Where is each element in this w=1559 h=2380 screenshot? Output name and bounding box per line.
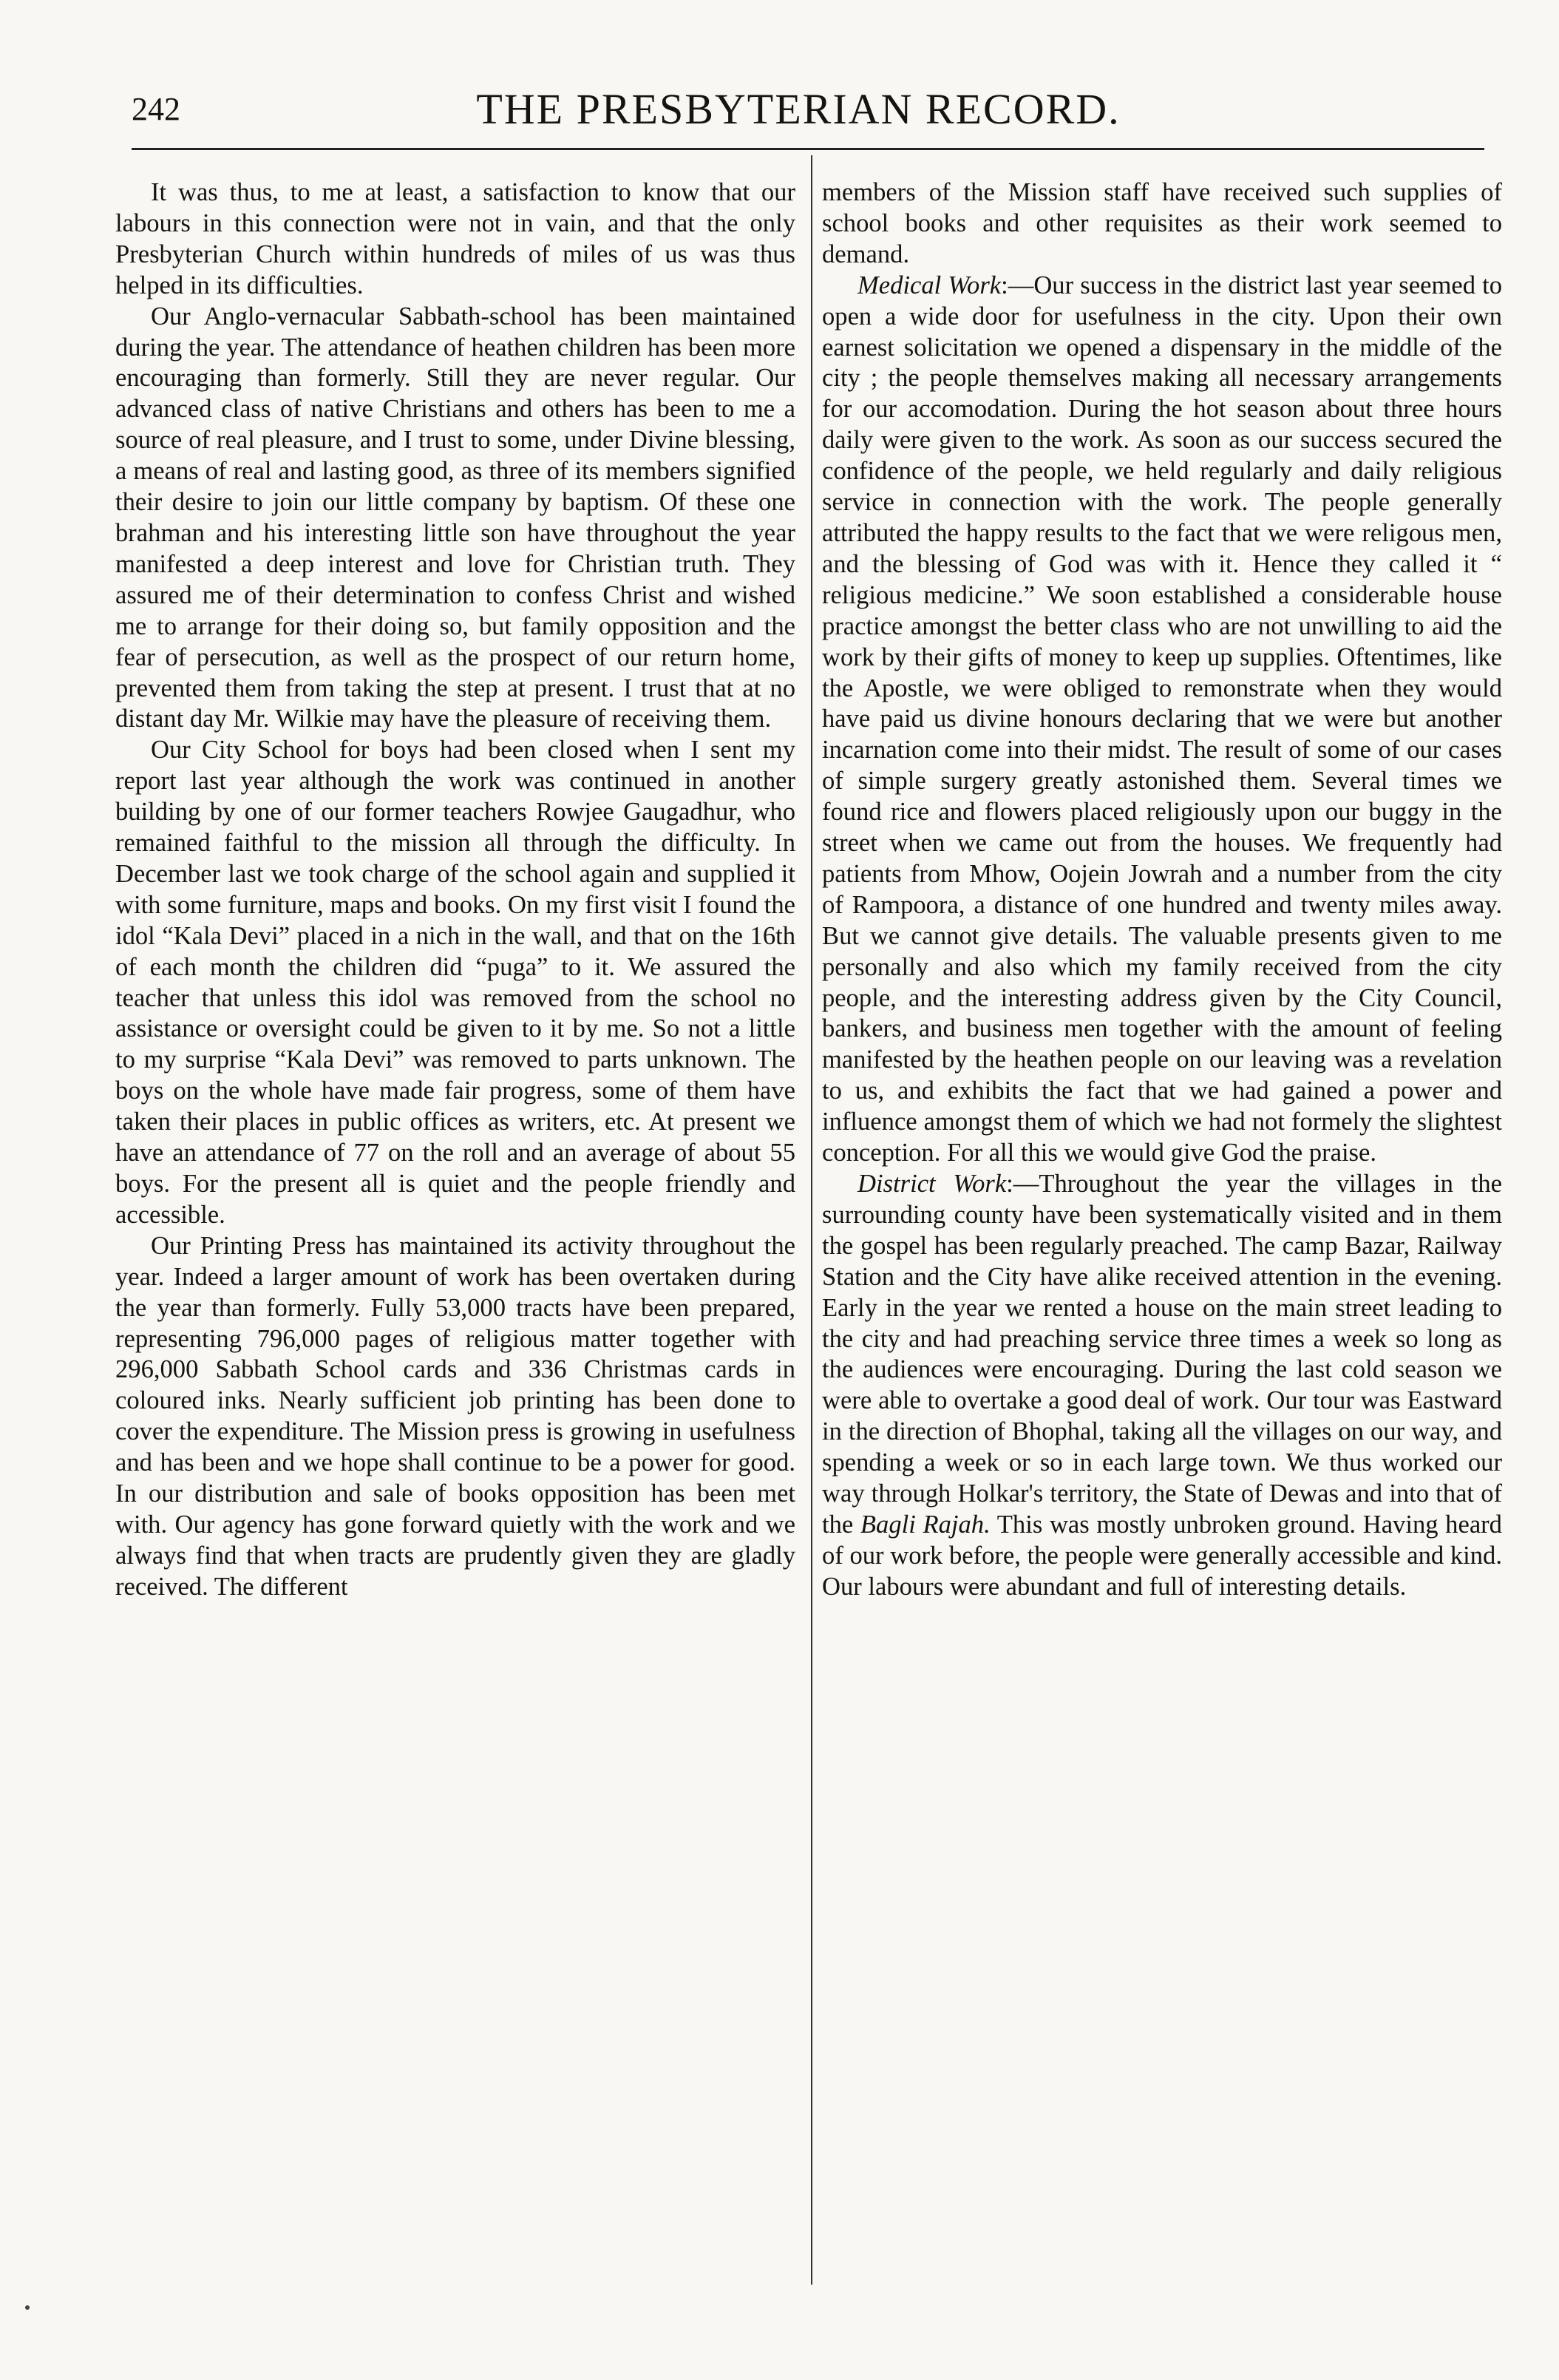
paragraph-sabbath-school: Our Anglo-vernacular Sabbath-school has been maintained during the year. The attendance of heathen children has been more encouraging than formerly. Still they are never regular. Our advanced class of native Christians and others has been to me a source of real pleasure, and I trust to some, under Divine blessing, a means of real and lasting good, as three of its members signified their desire to join our little company by baptism. Of these one brahman and his interesting little son have throughout the year manifested a deep interest and love for Christian truth. They assured me of their determination to confess Christ and wished me to arrange for their doing so, but family opposition and the fear of persecution, as well as the prospect of our return home, prevented them from taking the step at present. I trust that at no distant day Mr. Wilkie may have the pleasure of receiving them. <box>115 302 795 733</box>
district-work-heading: District Work <box>857 1170 1007 1198</box>
paragraph-presbyterian-church: It was thus, to me at least, a satisfaction to know that our labours in this connection were not in vain, and that the only Presbyterian Church within hundreds of miles of us was thus helped in its difficulties. <box>115 178 795 299</box>
paragraph-printing-press: Our Printing Press has maintained its activity throughout the year. Indeed a larger amount of work has been overtaken during the year than formerly. Fully 53,000 tracts have been prepared, representing 796,000 pages of religious matter together with 296,000 Sabbath School cards and 336 Christmas cards in coloured inks. Nearly sufficient job printing has been done to cover the expenditure. The Mission press is growing in usefulness and has been and we hope shall continue to be a power for good. In our distribution and sale of books opposition has been met with. Our agency has gone forward quietly with the work and we always find that when tracts are prudently given they are gladly received. The different <box>115 1231 795 1601</box>
header-rule <box>132 148 1484 150</box>
paragraph-mission-staff: members of the Mission staff have received such supplies of school books and other requisites as their work seemed to demand. <box>822 178 1502 268</box>
medical-work-text: :—Our success in the district last year seemed to open a wide door for usefulness in the city. Upon their own earnest solicitation we opened a dispensary in the middle of the city ; the people themselves making all necessary arrangements for our accomodation. During the hot season about three hours daily were given to the work. As soon as our success secured the confidence of the people, we held regularly and daily religious service in connection with the work. The people generally attributed the happy results to the fact that we were religous men, and the blessing of God was with it. Hence they called it “ religious medicine.” We soon established a considerable house practice amongst the better class who are not unwilling to aid the work by their gifts of money to keep up supplies. Oftentimes, like the Apostle, we were obliged to remonstrate when they would have paid us divine honours declaring that we were but another incarnation come into their midst. The result of some of our cases of simple surgery greatly astonished them. Several times we found rice and flowers placed religiously upon our buggy in the street when we came out from the houses. We frequently had patients from Mhow, Oojein Jowrah and a number from the city of Rampoora, a distance of one hundred and twenty miles away. But we cannot give details. The valuable presents given to me personally and also which my family received from the city people, and the interesting address given by the City Council, bankers, and business men together with the amount of feeling manifested by the heathen people on our leaving was a revelation to us, and exhibits the fact that we had gained a power and influence amongst them of which we had not formely the slightest conception. For all this we would give God the praise. <box>822 271 1502 1167</box>
paragraph-district-work <box>822 1169 1502 1603</box>
page-number: 242 <box>132 91 180 127</box>
bagli-rajah: Bagli Rajah. <box>860 1510 991 1539</box>
medical-work-heading: Medical Work <box>857 271 1002 299</box>
running-head: THE PRESBYTERIAN RECORD. <box>476 85 1121 133</box>
stray-ink-mark <box>25 2305 30 2310</box>
left-column <box>115 177 795 1603</box>
paragraph-city-school: Our City School for boys had been closed when I sent my report last year although the work was continued in another building by one of our former teachers Rowjee Gaugadhur, who remained faithful to the mission all through the difficulty. In December last we took charge of the school again and supplied it with some furniture, maps and books. On my first visit I found the idol “Kala Devi” placed in a nich in the wall, and that on the 16th of each month the children did “puga” to it. We assured the teacher that unless this idol was removed from the school no assistance or oversight could be given to it by me. So not a little to my surprise “Kala Devi” was removed to parts unknown. The boys on the whole have made fair progress, some of them have taken their places in public offices as writers, etc. At present we have an attendance of 77 on the roll and an average of about 55 boys. For the present all is quiet and the people friendly and accessible. <box>115 736 795 1229</box>
paragraph-medical-work <box>822 271 1502 1169</box>
column-divider <box>811 155 812 2285</box>
page-header <box>111 87 1486 139</box>
right-column <box>822 177 1502 1603</box>
district-work-text: :—Throughout the year the villages in the surrounding county have been systematically visited and in them the gospel has been regularly preached. The camp Bazar, Railway Station and the City have alike received attention in the evening. Early in the year we rented a house on the main street leading to the city and had preaching service three times a week so long as the audiences were encouraging. During the last cold season we were able to overtake a good deal of work. Our tour was Eastward in the direction of Bhophal, taking all the villages on our way, and spending a week or so in each large town. We thus worked our way through Holkar's territory, the State of Dewas and into that of the <box>822 1170 1502 1539</box>
district-work-text-end: This was mostly unbroken ground. Having heard of our work before, the people were generally accessible and kind. Our labours were abundant and full of interesting details. <box>822 1510 1502 1601</box>
